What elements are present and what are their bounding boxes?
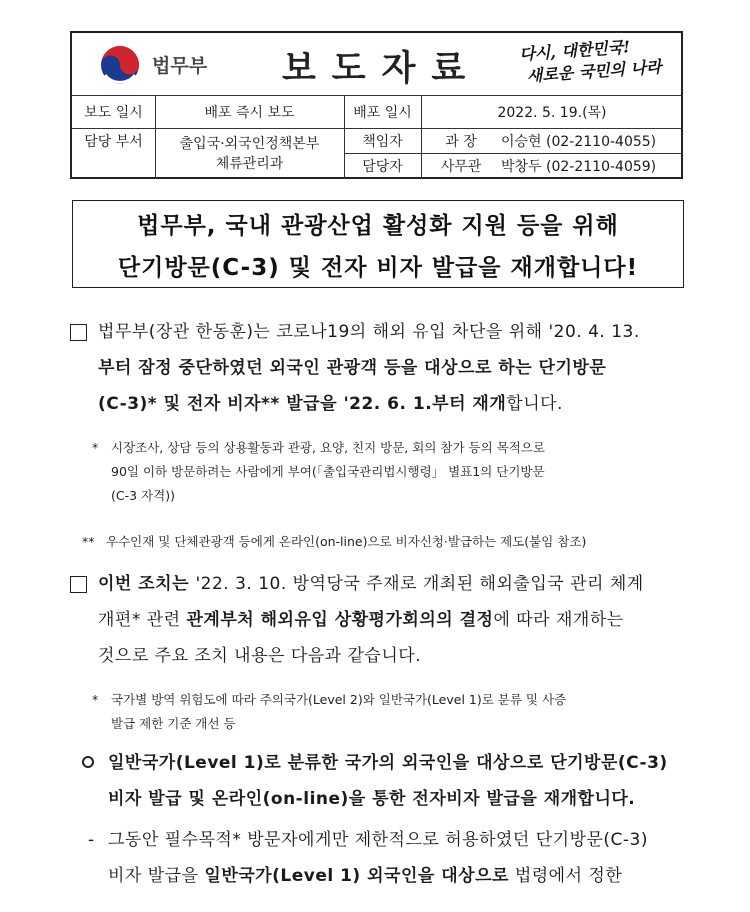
circle-bullet-icon (82, 756, 94, 768)
p1-line3-part-c: 합니다. (506, 394, 563, 414)
paragraph-4 (108, 822, 698, 894)
note-3-line-1: 국가별 방역 위험도에 따라 주의국가(Level 2)와 일반국가(Level 1)로 분류 및 사증 (111, 692, 567, 707)
checkbox-bullet (70, 576, 87, 593)
headline-line-2: 단기방문(C-3) 및 전자 비자 발급을 재개합니다! (117, 255, 639, 281)
note-1-mark: * (92, 440, 99, 455)
slogan (519, 34, 663, 88)
paragraph-2-line-2 (98, 602, 698, 638)
dept-value (155, 130, 344, 178)
note-2 (106, 530, 691, 554)
release-value: 배포 즉시 보도 (204, 104, 295, 121)
paragraph-1-line-1: 법무부(장관 한동훈)는 코로나19의 해외 유입 차단을 위해 '20. 4. 13. (98, 322, 640, 342)
taegeuk-logo-icon (100, 45, 140, 85)
paragraph-2 (98, 566, 698, 674)
note-2-line-1: 우수인재 및 단체관광객 등에게 온라인(on-line)으로 비자신청·발급하는 제도(붙임 참조) (106, 534, 587, 549)
manager-title: 과 장 (445, 133, 477, 150)
contact-title: 사무관 (440, 159, 482, 175)
p1-line3-part-a: (C-3)* 및 전자 비자** 발급을 (98, 394, 344, 414)
note-1 (111, 436, 686, 508)
p2-line1-part-a: 이번 조치는 (98, 574, 196, 594)
paragraph-3 (108, 745, 698, 817)
paragraph-3-line-2: 비자 발급 및 온라인(on-line)을 통한 전자비자 발급을 재개합니다. (108, 789, 636, 809)
p4-line2-part-c: 법령에서 정한 (508, 866, 623, 886)
p2-line2-part-c: 에 따라 재개하는 (493, 610, 624, 630)
note-3-mark: * (92, 692, 99, 707)
p2-line2-part-a: 개편* 관련 (98, 610, 187, 630)
paragraph-2-line-1 (98, 566, 698, 602)
p2-line1-part-b: '22. 3. 10. 방역당국 주재로 개최된 해외출입국 관리 체계 (195, 574, 644, 594)
paragraph-2-line-3: 것으로 주요 조치 내용은 다음과 같습니다. (98, 646, 422, 666)
note-2-mark: ** (82, 534, 95, 549)
paragraph-4-line-1: 그동안 필수목적* 방문자에게만 제한적으로 허용하였던 단기방문(C-3) (108, 830, 648, 850)
note-3 (111, 688, 686, 736)
note-1-line-2: 90일 이하 방문하려는 사람에게 부여(「출입국관리법시행령」 별표1의 단기방문 (111, 464, 545, 479)
headline-line-1: 법무부, 국내 관광산업 활성화 지원 등을 위해 (137, 213, 619, 239)
dist-value: 2022. 5. 19.(목) (497, 104, 607, 121)
press-release-banner: 보도자료 (282, 49, 482, 89)
dist-label: 배포 일시 (353, 104, 412, 121)
checkbox-bullet (70, 324, 87, 341)
contact-name: 박창두 (02-2110-4059) (501, 159, 657, 175)
note-1-line-3: (C-3 자격)) (111, 488, 175, 503)
ministry-name: 법무부 (152, 55, 208, 77)
dept-value-line-1: 출입국·외국인정책본부 (179, 136, 320, 152)
paragraph-3-line-1: 일반국가(Level 1)로 분류한 국가의 외국인을 대상으로 단기방문(C-3) (108, 753, 668, 773)
paragraph-4-line-2 (108, 858, 698, 894)
manager-name: 이승현 (02-2110-4055) (501, 133, 657, 150)
paragraph-1-line-2: 부터 잠정 중단하였던 외국인 관광객 등을 대상으로 하는 단기방문 (98, 358, 607, 378)
release-label: 보도 일시 (84, 104, 143, 121)
p4-line2-part-a: 비자 발급을 (108, 866, 205, 886)
slogan-line-1: 다시, 대한민국! (518, 37, 631, 64)
paragraph-1 (98, 314, 698, 422)
note-1-line-1: 시장조사, 상담 등의 상용활동과 관광, 요양, 친지 방문, 회의 참가 등의 목적으로 (111, 440, 545, 455)
paragraph-1-line-3 (98, 386, 698, 422)
headline-box (72, 200, 684, 288)
contact-label: 담당자 (362, 159, 403, 175)
note-3-line-2: 발급 제한 기준 개선 등 (111, 716, 236, 731)
header-table (70, 31, 683, 179)
dash-bullet: - (88, 830, 95, 850)
dept-label: 담당 부서 (84, 133, 143, 150)
manager-label: 책임자 (362, 133, 403, 150)
p4-line2-part-b: 일반국가(Level 1) 외국인을 대상으로 (204, 866, 509, 886)
dept-value-line-2: 체류관리과 (215, 156, 284, 172)
slogan-line-2: 새로운 국민의 나라 (526, 57, 663, 86)
p2-line2-part-b: 관계부처 해외유입 상황평가회의의 결정 (186, 610, 494, 630)
p1-line3-part-b: '22. 6. 1.부터 재개 (343, 394, 507, 414)
